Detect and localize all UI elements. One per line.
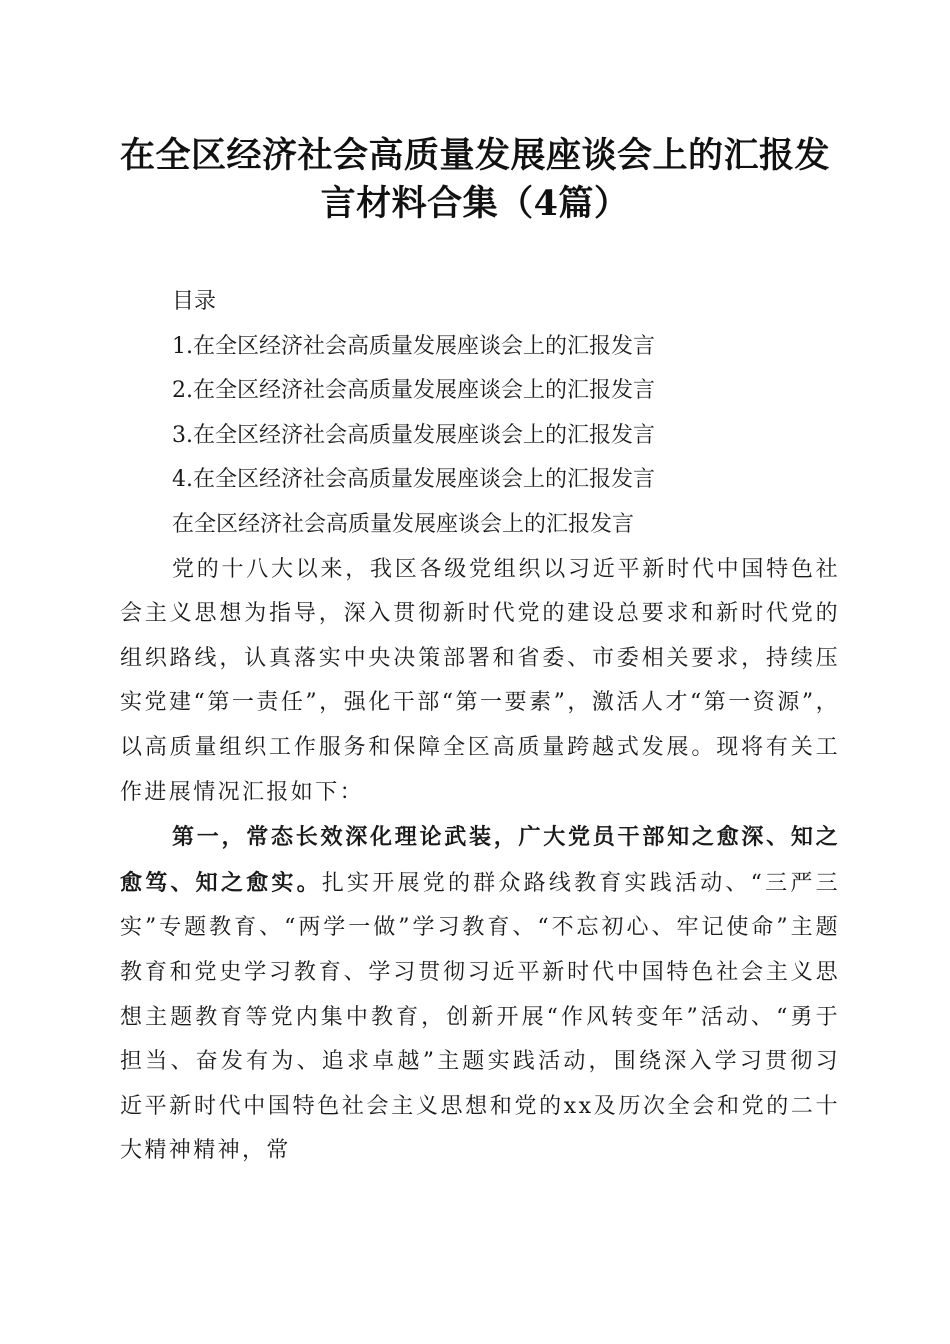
paragraph-first-point-lead: 第一，常态长效深化理论武装，广大党员干部知之愈深、知之愈笃、知之愈实。 xyxy=(120,824,840,896)
document-title xyxy=(110,132,840,228)
section-title: 在全区经济社会高质量发展座谈会上的汇报发言 xyxy=(172,512,635,537)
title-line-1: 在全区经济社会高质量发展座谈会上的汇报发 xyxy=(119,135,830,176)
toc-item-4: 4.在全区经济社会高质量发展座谈会上的汇报发言 xyxy=(172,467,655,492)
toc-item-3: 3.在全区经济社会高质量发展座谈会上的汇报发言 xyxy=(172,422,655,448)
document-body xyxy=(120,503,840,1174)
paragraph-first-point-body: 扎实开展党的群众路线教育实践活动、“三严三实”专题教育、“两学一做”学习教育、“不忘初心、牢记使命”主题教育和党史学习教育、学习贯彻习近平新时代中国特色社会主义思想主题教育等党内集中教育，创新开展“作风转变年”活动、“勇于担当、奋发有为、追求卓越”主题实践活动，围绕深入学习贯彻习近平新时代中国特色社会主义思想和党的xx及历次全会和党的二十大精神精神，常 xyxy=(120,870,840,1164)
table-of-contents xyxy=(172,280,852,503)
toc-item-1: 1.在全区经济社会高质量发展座谈会上的汇报发言 xyxy=(172,333,655,359)
paragraph-intro: 党的十八大以来，我区各级党组织以习近平新时代中国特色社会主义思想为指导，深入贯彻新时代党的建设总要求和新时代党的组织路线，认真落实中央决策部署和省委、市委相关要求，持续压实党建“第一责任”，强化干部“第一要素”，激活人才“第一资源”，以高质量组织工作服务和保障全区高质量跨越式发展。现将有关工作进展情况汇报如下： xyxy=(120,556,840,805)
toc-heading: 目录 xyxy=(172,289,217,314)
title-line-2: 言材料合集（4篇） xyxy=(320,183,630,224)
paragraph-first-point xyxy=(120,815,840,1174)
toc-item-2: 2.在全区经济社会高质量发展座谈会上的汇报发言 xyxy=(172,378,655,403)
